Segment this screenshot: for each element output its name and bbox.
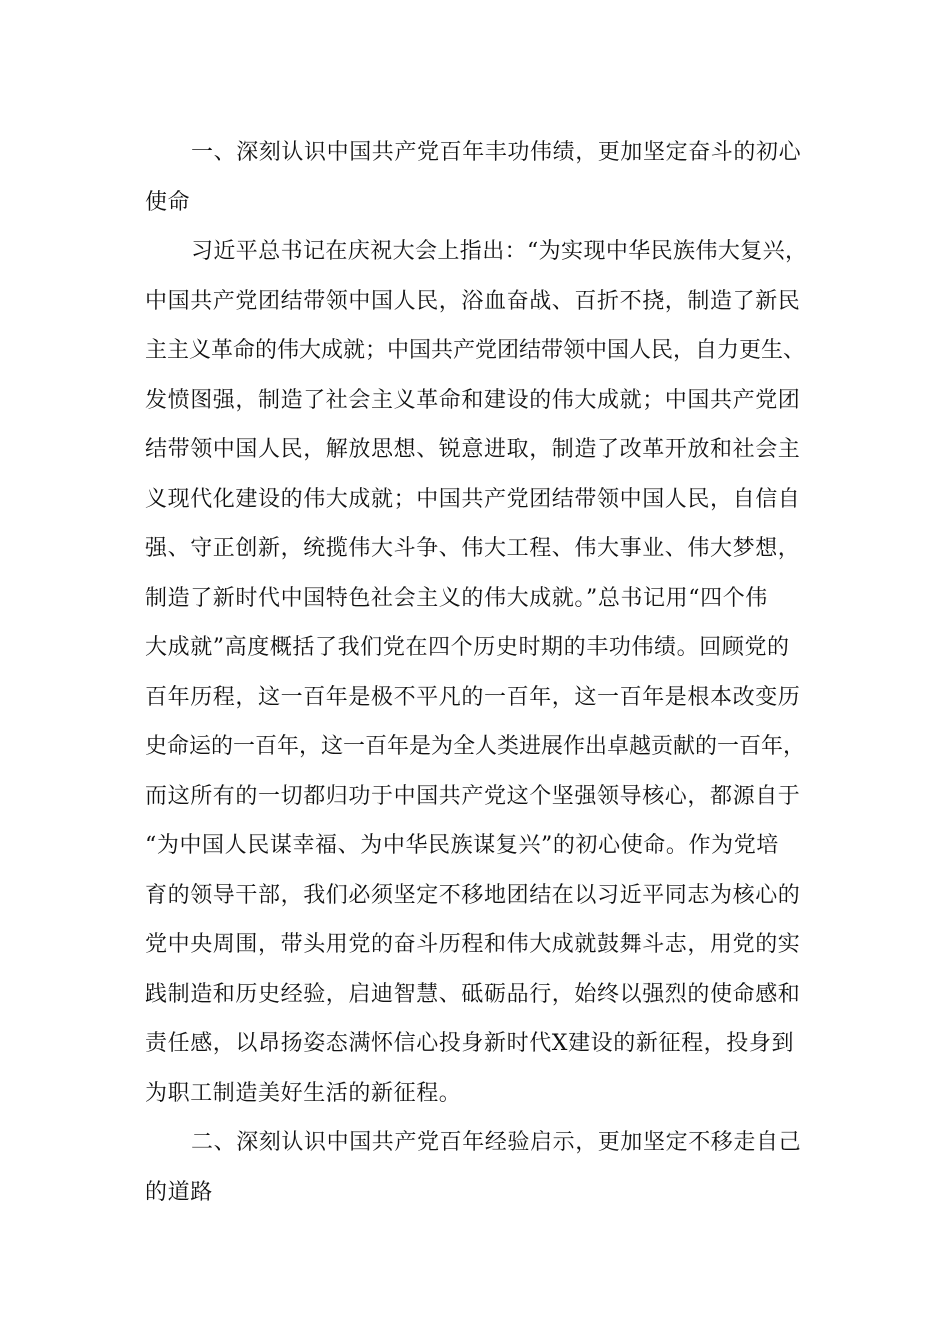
- paragraph-line: 责任感，以昂扬姿态满怀信心投身新时代X建设的新征程，投身到: [145, 1031, 795, 1056]
- paragraph-line: “为中国人民谋幸福、为中华民族谋复兴”的初心使命。作为党培: [145, 833, 779, 858]
- document-body: [145, 128, 810, 1217]
- heading-line: 使命: [145, 189, 191, 215]
- paragraph-line: 大成就”高度概括了我们党在四个历史时期的丰功伟绩。回顾党的: [145, 635, 790, 660]
- paragraph-line: 中国共产党团结带领中国人民，浴血奋战、百折不挠，制造了新民: [145, 288, 801, 314]
- heading-line: 二、深刻认识中国共产党百年经验启示，更加坚定不移走自己: [191, 1130, 802, 1155]
- heading-line: 一、深刻认识中国共产党百年丰功伟绩，更加坚定奋斗的初心: [191, 140, 802, 165]
- paragraph-line: 史命运的一百年，这一百年是为全人类进展作出卓越贡献的一百年，: [145, 734, 806, 759]
- paragraph-line: 党中央周围，带头用党的奋斗历程和伟大成就鼓舞斗志，用党的实: [145, 932, 801, 957]
- paragraph-line: 发愤图强，制造了社会主义革命和建设的伟大成就；中国共产党团: [145, 387, 801, 413]
- paragraph-line: 强、守正创新，统揽伟大斗争、伟大工程、伟大事业、伟大梦想，: [145, 536, 801, 561]
- paragraph-line: 制造了新时代中国特色社会主义的伟大成就。”总书记用“四个伟: [145, 585, 768, 611]
- paragraph-line: 为职工制造美好生活的新征程。: [145, 1080, 462, 1106]
- paragraph-line: 义现代化建设的伟大成就；中国共产党团结带领中国人民，自信自: [145, 486, 801, 512]
- paragraph-line: 习近平总书记在庆祝大会上指出：“为实现中华民族伟大复兴，: [191, 239, 808, 264]
- section-heading-2: [145, 1118, 810, 1217]
- section-heading-1: [145, 128, 810, 227]
- paragraph-line: 而这所有的一切都归功于中国共产党这个坚强领导核心，都源自于: [145, 783, 801, 809]
- heading-line: 的道路: [145, 1179, 213, 1205]
- paragraph-line: 百年历程，这一百年是极不平凡的一百年，这一百年是根本改变历: [145, 684, 801, 710]
- body-paragraph-1: [145, 227, 810, 1118]
- paragraph-line: 践制造和历史经验，启迪智慧、砥砺品行，始终以强烈的使命感和: [145, 981, 801, 1007]
- paragraph-line: 结带领中国人民，解放思想、锐意进取，制造了改革开放和社会主: [145, 437, 801, 462]
- paragraph-line: 主主义革命的伟大成就；中国共产党团结带领中国人民，自力更生、: [145, 338, 806, 363]
- paragraph-line: 育的领导干部，我们必须坚定不移地团结在以习近平同志为核心的: [145, 882, 801, 908]
